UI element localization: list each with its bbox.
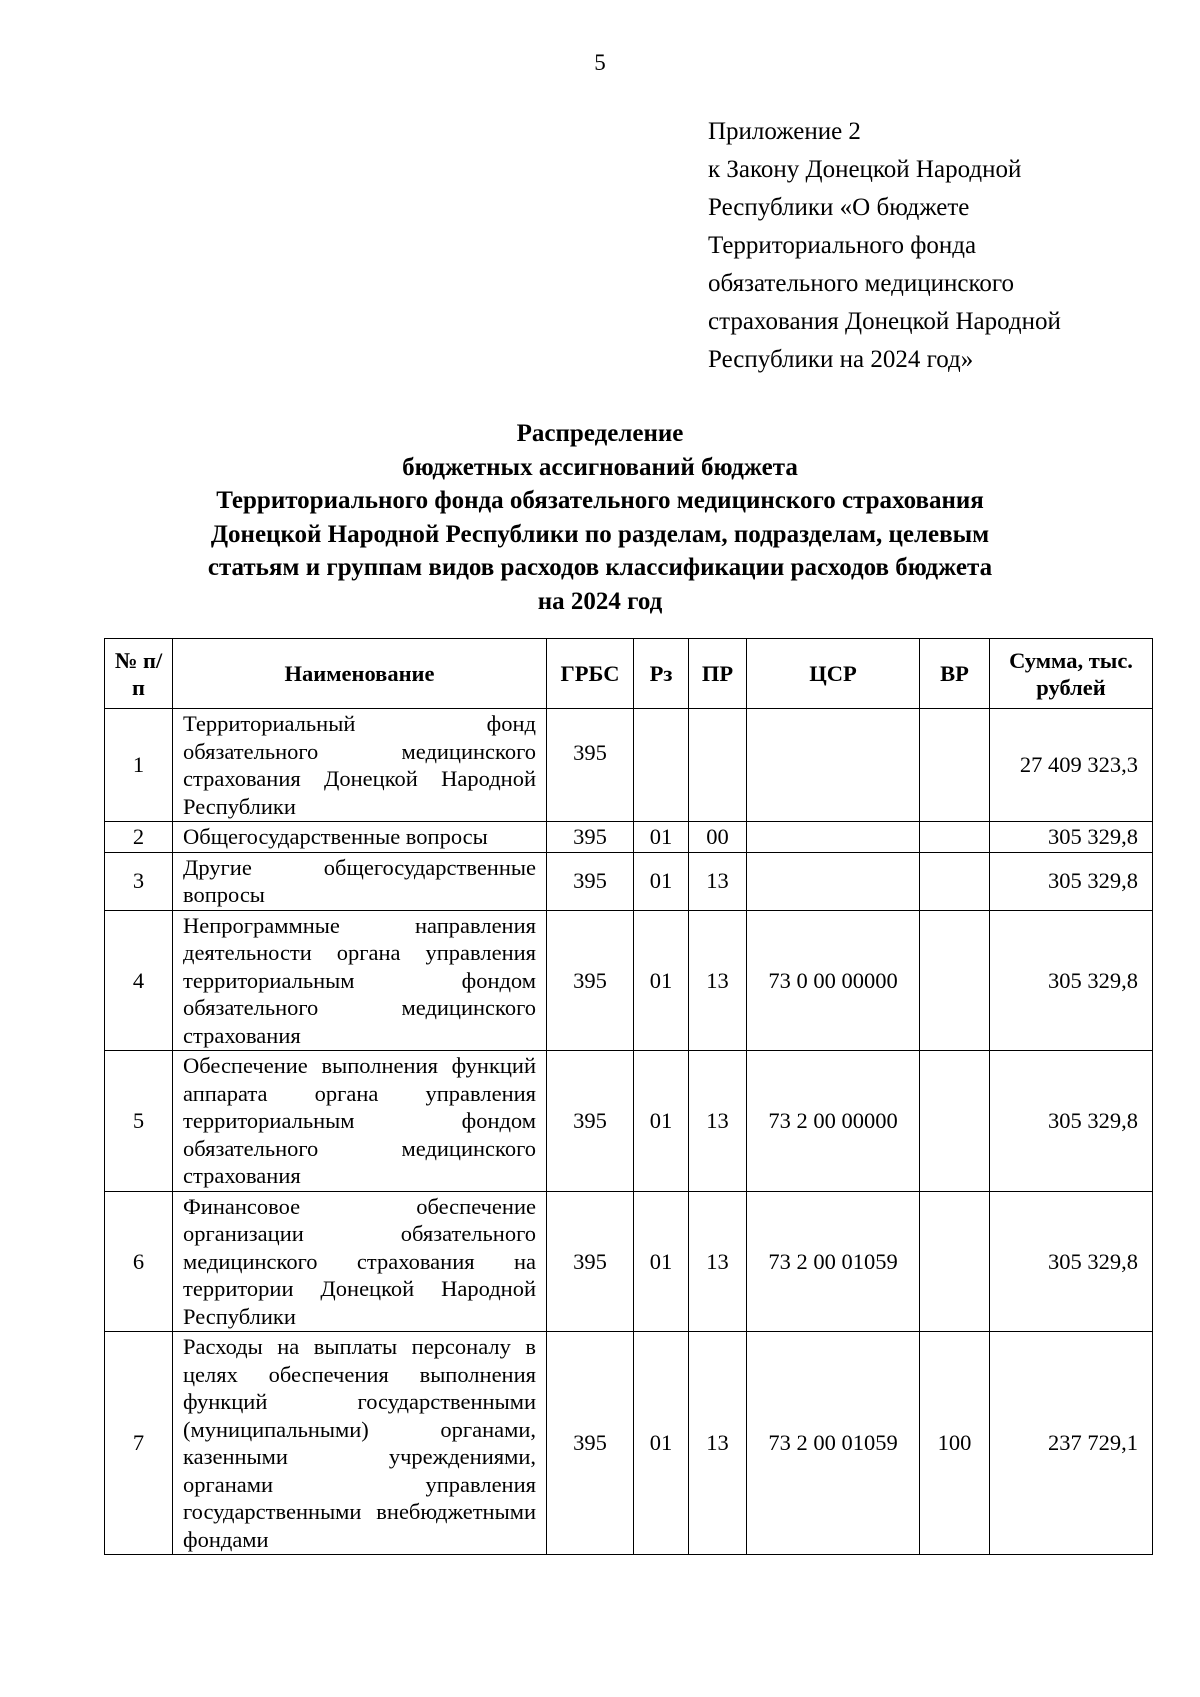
cell-sum: 305 329,8 (990, 1051, 1153, 1192)
cell-vr: 100 (920, 1332, 990, 1555)
cell-pr: 13 (689, 1332, 747, 1555)
table-row (105, 709, 1153, 822)
cell-vr (920, 709, 990, 822)
cell-grbs: 395 (547, 709, 634, 822)
appendix-line: Республики на 2024 год» (708, 346, 974, 373)
cell-rz: 01 (634, 1051, 689, 1192)
cell-pr: 00 (689, 822, 747, 853)
cell-vr (920, 1051, 990, 1192)
cell-grbs: 395 (547, 822, 634, 853)
title-line: Территориального фонда обязательного медицинского страхования (216, 487, 984, 514)
title-line: на 2024 год (537, 587, 663, 615)
cell-sum: 305 329,8 (990, 1191, 1153, 1332)
cell-name: Территориальный фонд обязательного медицинского страхования Донецкой Народной Республики (173, 709, 547, 822)
title-line: Донецкой Народной Республики по разделам, подразделам, целевым (210, 520, 990, 548)
cell-vr (920, 852, 990, 910)
cell-vr (920, 822, 990, 853)
appendix-line: обязательного медицинского (708, 270, 1015, 297)
header-pr: ПР (689, 639, 747, 709)
table-row (105, 1051, 1153, 1192)
cell-rz: 01 (634, 822, 689, 853)
cell-name: Непрограммные направления деятельности органа управления территориальным фондом обязательного медицинского страхования (173, 910, 547, 1051)
cell-sum: 27 409 323,3 (990, 709, 1153, 822)
cell-pr (689, 709, 747, 822)
cell-pr: 13 (689, 910, 747, 1051)
cell-rz: 01 (634, 852, 689, 910)
header-sum: Сумма, тыс. рублей (990, 639, 1153, 709)
table-row (105, 1191, 1153, 1332)
cell-grbs: 395 (547, 1332, 634, 1555)
cell-name: Финансовое обеспечение организации обязательного медицинского страхования на территории Донецкой Народной Республики (173, 1191, 547, 1332)
cell-csr (747, 852, 920, 910)
cell-csr: 73 2 00 00000 (747, 1051, 920, 1192)
cell-num: 6 (105, 1191, 173, 1332)
header-num: № п/п (105, 639, 173, 709)
cell-sum: 237 729,1 (990, 1332, 1153, 1555)
cell-sum: 305 329,8 (990, 852, 1153, 910)
cell-name: Обеспечение выполнения функций аппарата органа управления территориальным фондом обязательного медицинского страхования (173, 1051, 547, 1192)
document-title (100, 417, 1100, 618)
cell-rz (634, 709, 689, 822)
header-vr: ВР (920, 639, 990, 709)
cell-sum: 305 329,8 (990, 910, 1153, 1051)
appendix-block (708, 113, 1152, 379)
table-row (105, 852, 1153, 910)
page-number: 5 (594, 50, 606, 75)
cell-csr: 73 0 00 00000 (747, 910, 920, 1051)
cell-rz: 01 (634, 1191, 689, 1332)
cell-name: Расходы на выплаты персоналу в целях обеспечения выполнения функций государственными (муниципальными) органами, казенными учреждениями, органами управления государственными внебюджетными фондами (173, 1332, 547, 1555)
appendix-line: Территориального фонда (708, 232, 977, 259)
title-line: бюджетных ассигнований бюджета (402, 453, 798, 481)
title-line: Распределение (516, 420, 684, 447)
cell-csr (747, 822, 920, 853)
appendix-line: страхования Донецкой Народной (708, 308, 1061, 335)
budget-table (104, 638, 1153, 1555)
title-line: статьям и группам видов расходов классификации расходов бюджета (207, 554, 993, 581)
table-header-row (105, 639, 1153, 709)
cell-csr: 73 2 00 01059 (747, 1332, 920, 1555)
cell-num: 7 (105, 1332, 173, 1555)
cell-num: 1 (105, 709, 173, 822)
cell-grbs: 395 (547, 910, 634, 1051)
cell-grbs: 395 (547, 1051, 634, 1192)
header-csr: ЦСР (747, 639, 920, 709)
cell-grbs: 395 (547, 852, 634, 910)
cell-num: 3 (105, 852, 173, 910)
header-name: Наименование (173, 639, 547, 709)
cell-num: 5 (105, 1051, 173, 1192)
appendix-line: к Закону Донецкой Народной (708, 156, 1022, 183)
appendix-line: Приложение 2 (708, 118, 861, 145)
cell-num: 4 (105, 910, 173, 1051)
cell-pr: 13 (689, 1191, 747, 1332)
header-grbs: ГРБС (547, 639, 634, 709)
cell-name: Другие общегосударственные вопросы (173, 852, 547, 910)
cell-grbs: 395 (547, 1191, 634, 1332)
cell-pr: 13 (689, 1051, 747, 1192)
cell-sum: 305 329,8 (990, 822, 1153, 853)
table-row (105, 1332, 1153, 1555)
cell-csr: 73 2 00 01059 (747, 1191, 920, 1332)
cell-pr: 13 (689, 852, 747, 910)
table-row (105, 910, 1153, 1051)
cell-vr (920, 1191, 990, 1332)
header-rz: Рз (634, 639, 689, 709)
appendix-line: Республики «О бюджете (708, 194, 970, 221)
cell-csr (747, 709, 920, 822)
cell-rz: 01 (634, 910, 689, 1051)
cell-name: Общегосударственные вопросы (173, 822, 547, 853)
cell-vr (920, 910, 990, 1051)
cell-num: 2 (105, 822, 173, 853)
table-row (105, 822, 1153, 853)
cell-rz: 01 (634, 1332, 689, 1555)
